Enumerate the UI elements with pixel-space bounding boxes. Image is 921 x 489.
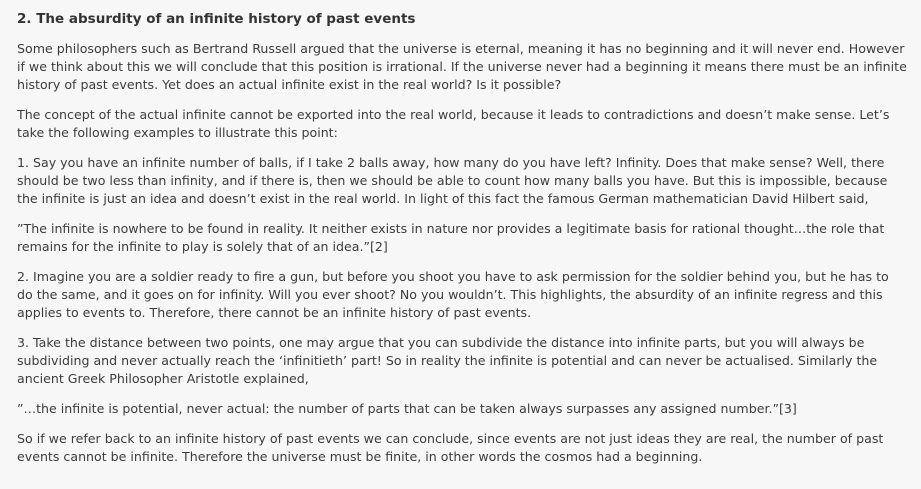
paragraph-actual-infinite: The concept of the actual infinite cannot be exported into the real world, because it leads to contradictions and doesn’t make sense. Let’s take the following examples to illustrate this point: xyxy=(17,107,890,140)
paragraph-example-soldier: 2. Imagine you are a soldier ready to fire a gun, but before you shoot you have to ask permission for the soldier behind you, but he has to do the same, and it goes on for infinity. Will you ever shoot? No you wouldn’t. This highlights, the absurdity of an infinite regress and this applies to events to. Therefore, there cannot be an infinite history of past events. xyxy=(17,269,889,320)
section-heading: 2. The absurdity of an infinite history of past events xyxy=(17,11,416,27)
paragraph-conclusion: So if we refer back to an infinite history of past events we can conclude, since events are not just ideas they are real, the number of past events cannot be infinite. Therefore the universe must be finite, in other words the cosmos had a beginning. xyxy=(17,431,884,464)
paragraph-example-distance: 3. Take the distance between two points, one may argue that you can subdivide the distance into infinite parts, but you will always be subdividing and never actually reach the ‘infinitieth’ part! So in reality the infinite is potential and can never be actualised. Similarly the ancient Greek Philosopher Aristotle explained, xyxy=(17,335,878,386)
quote-aristotle: ”…the infinite is potential, never actual: the number of parts that can be taken always surpasses any assigned number.”[3] xyxy=(17,401,797,416)
quote-hilbert: ”The infinite is nowhere to be found in reality. It neither exists in nature nor provides a legitimate basis for rational thought…the role that remains for the infinite to play is solely that of an idea.”[2] xyxy=(17,221,885,254)
paragraph-example-balls: 1. Say you have an infinite number of balls, if I take 2 balls away, how many do you have left? Infinity. Does that make sense? Well, there should be two less than infinity, and if there is, then we should be able to count how many balls you have. But this is impossible, because the infinite is just an idea and doesn’t exist in the real world. In light of this fact the famous German mathematician David Hilbert said, xyxy=(17,155,888,206)
paragraph-intro: Some philosophers such as Bertrand Russell argued that the universe is eternal, meaning it has no beginning and it will never end. However if we think about this we will conclude that this position is irrational. If the universe never had a beginning it means there must be an infinite history of past events. Yet does an actual infinite exist in the real world? Is it possible? xyxy=(17,41,907,92)
